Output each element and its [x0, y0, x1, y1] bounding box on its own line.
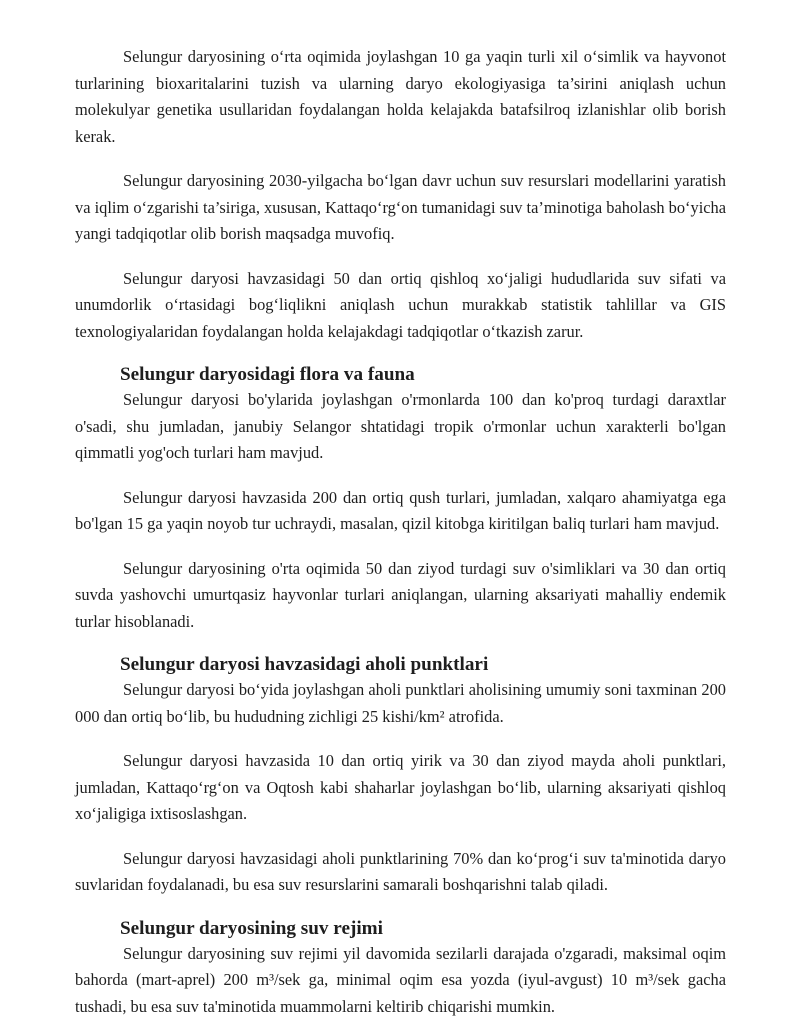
- paragraph: Selungur daryosi havzasidagi aholi punktlarining 70% dan ko‘prog‘i suv ta'minotida daryo suvlaridan foydalanadi, bu esa suv resurslarini samarali boshqarishni talab qiladi.: [75, 848, 726, 894]
- section-heading-settlements: Selungur daryosi havzasidagi aholi punktlari: [120, 654, 489, 675]
- paragraph: Selungur daryosi havzasida 200 dan ortiq qush turlari, jumladan, xalqaro ahamiyatga ega bo'lgan 15 ga yaqin noyob tur uchraydi, masalan, qizil kitobga kiritilgan baliq turlari ham mavjud.: [75, 487, 726, 533]
- paragraph: Selungur daryosi bo‘yida joylashgan aholi punktlari aholisining umumiy soni taxminan 200 000 dan ortiq bo‘lib, bu hududning zichligi 25 kishi/km² atrofida.: [75, 680, 726, 726]
- paragraph: Selungur daryosining o‘rta oqimida joylashgan 10 ga yaqin turli xil o‘simlik va hayvonot turlarining bioxaritalarini tuzish va ularning daryo ekologiyasiga ta’sirini aniqlash uchun molekulyar genetika usullaridan foydalangan holda kelajakda batafsilroq izlanishlar olib borish kerak.: [75, 47, 726, 146]
- document-page: [75, 44, 726, 1020]
- section-heading-water-regime: Selungur daryosining suv rejimi: [120, 917, 383, 939]
- section-heading-flora-fauna: Selungur daryosidagi flora va fauna: [120, 364, 415, 385]
- paragraph: Selungur daryosi havzasidagi 50 dan ortiq qishloq xo‘jaligi hududlarida suv sifati va unumdorlik o‘rtasidagi bog‘liqlikni aniqlash uchun murakkab statistik tahlillar va GIS texnologiyalaridan foydalangan holda kelajakdagi tadqiqotlar o‘tkazish zarur.: [75, 268, 726, 341]
- paragraph: Selungur daryosi havzasida 10 dan ortiq yirik va 30 dan ziyod mayda aholi punktlari, jumladan, Kattaqo‘rg‘on va Oqtosh kabi shaharlar joylashgan bo‘lib, ularning aksariyati qishloq xo‘jaligiga ixtisoslashgan.: [75, 751, 726, 823]
- paragraph: Selungur daryosining 2030-yilgacha bo‘lgan davr uchun suv resurslari modellarini yaratish va iqlim o‘zgarishi ta’siriga, xususan, Kattaqo‘rg‘on tumanidagi suv ta’minotiga baholash bo‘yicha yangi tadqiqotlar olib borish maqsadga muvofiq.: [75, 171, 726, 243]
- paragraph: Selungur daryosining o'rta oqimida 50 dan ziyod turdagi suv o'simliklari va 30 dan ortiq suvda yashovchi umurtqasiz hayvonlar turlari aniqlangan, ularning aksariyati mahalliy endemik turlar hisoblanadi.: [75, 558, 726, 631]
- paragraph: Selungur daryosining suv rejimi yil davomida sezilarli darajada o'zgaradi, maksimal oqim bahorda (mart-aprel) 200 m³/sek ga, minimal oqim esa yozda (iyul-avgust) 10 m³/sek gacha tushadi, bu esa suv ta'minotida muammolarni keltirib chiqarishi mumkin.: [75, 943, 726, 1016]
- paragraph: Selungur daryosi bo'ylarida joylashgan o'rmonlarda 100 dan ko'proq turdagi daraxtlar o'sadi, shu jumladan, janubiy Selangor shtatidagi tropik o'rmonlar uchun xarakterli bo'lgan qimmatli yog'och turlari ham mavjud.: [75, 390, 726, 462]
